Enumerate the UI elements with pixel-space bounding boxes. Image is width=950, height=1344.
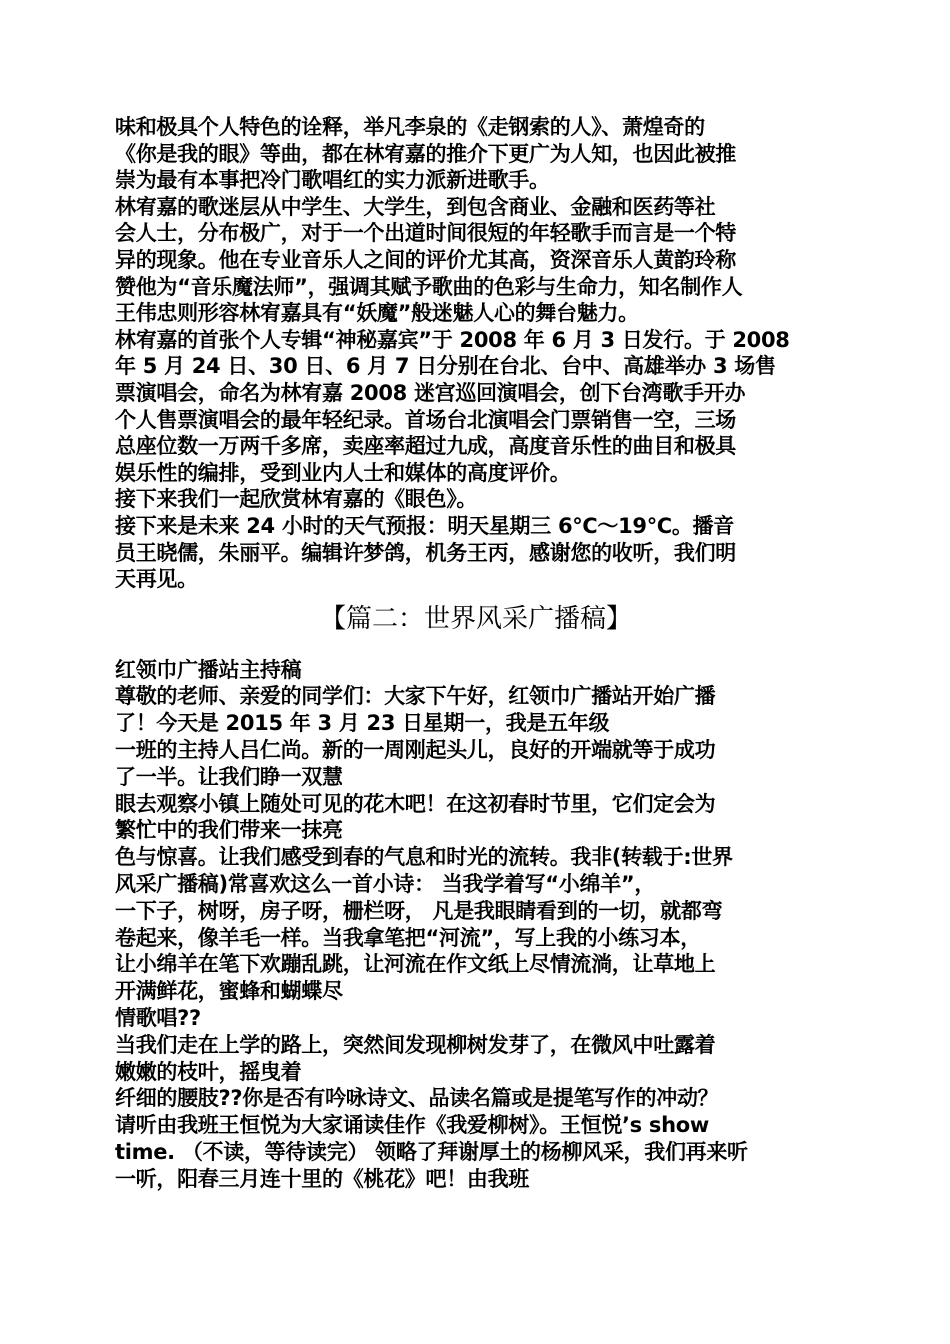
text-line: 当我们走在上学的路上，突然间发现柳树发芽了，在微风中吐露着 [115, 1032, 716, 1057]
section-two [115, 657, 837, 1193]
text-line: 王伟忠则形容林宥嘉具有“妖魔”般迷魅人心的舞台魅力。 [115, 301, 639, 326]
text-line: time. （不读，等待读完） 领略了拜谢厚土的杨柳风采，我们再来听 [115, 1140, 748, 1165]
text-line: 了！今天是 2015 年 3 月 23 日星期一，我是五年级 [115, 711, 610, 736]
text-line: 崇为最有本事把冷门歌唱红的实力派新进歌手。 [115, 168, 550, 193]
text-line: 让小绵羊在笔下欢蹦乱跳，让河流在作文纸上尽情流淌，让草地上 [115, 952, 716, 977]
text-line: 总座位数一万两千多席，卖座率超过九成，高度音乐性的曲目和极具 [115, 434, 736, 459]
text-line: 开满鲜花，蜜蜂和蝴蝶尽 [115, 979, 343, 1004]
text-line: 尊敬的老师、亲爱的同学们：大家下午好，红领巾广播站开始广播 [115, 684, 716, 709]
text-line: 卷起来，像羊毛一样。当我拿笔把“河流”，写上我的小练习本， [115, 925, 701, 950]
text-line: 赞他为“音乐魔法师”，强调其赋予歌曲的色彩与生命力，知名制作人 [115, 274, 743, 299]
text-line: 嫩嫩的枝叶，摇曳着 [115, 1059, 302, 1084]
text-line: 林宥嘉的首张个人专辑“神秘嘉宾”于 2008 年 6 月 3 日发行。于 2008 [115, 327, 790, 352]
text-line: 接下来我们一起欣赏林宥嘉的《眼色》。 [115, 487, 478, 512]
text-line: 票演唱会，命名为林宥嘉 2008 迷宫巡回演唱会，创下台湾歌手开办 [115, 380, 746, 405]
text-line: 味和极具个人特色的诠释，举凡李泉的《走钢索的人》、萧煌奇的 [115, 115, 705, 139]
text-line: 娱乐性的编排，受到业内人士和媒体的高度评价。 [115, 460, 571, 485]
text-line: 异的现象。他在专业音乐人之间的评价尤其高，资深音乐人黄韵玲称 [115, 247, 736, 272]
text-line: 一下子，树呀，房子呀，栅栏呀， 凡是我眼睛看到的一切，就都弯 [115, 898, 723, 923]
text-line: 一班的主持人吕仁尚。新的一周刚起头儿，良好的开端就等于成功 [115, 738, 716, 763]
text-line: 林宥嘉的歌迷层从中学生、大学生，到包含商业、金融和医药等社 [115, 194, 716, 219]
text-line: 年 5 月 24 日、30 日、6 月 7 日分别在台北、台中、高雄举办 3 场售 [115, 354, 776, 379]
text-line: 一听，阳春三月连十里的《桃花》吧！由我班 [115, 1166, 529, 1191]
text-line: 风采广播稿)常喜欢这么一首小诗： 当我学着写“小绵羊”， [115, 872, 656, 897]
text-line: 接下来是未来 24 小时的天气预报：明天星期三 6℃～19℃。播音 [115, 513, 734, 538]
text-line: 眼去观察小镇上随处可见的花木吧！在这初春时节里，它们定会为 [115, 791, 716, 816]
text-line: 会人士，分布极广，对于一个出道时间很短的年轻歌手而言是一个特 [115, 221, 736, 246]
text-line: 了一半。让我们睁一双慧 [115, 764, 343, 789]
text-line: 红领巾广播站主持稿 [115, 657, 302, 682]
text-line: 繁忙中的我们带来一抹亮 [115, 818, 343, 843]
text-line: 员王晓儒，朱丽平。编辑许梦鸽，机务王丙，感谢您的收听，我们明 [115, 540, 736, 565]
text-line: 天再见。 [115, 567, 198, 592]
document-body [115, 114, 837, 1193]
section-heading: 【篇二：世界风采广播稿】 [319, 603, 632, 634]
section-one [115, 114, 837, 593]
text-line: 色与惊喜。让我们感受到春的气息和时光的流转。我非(转载于:世界 [115, 845, 733, 870]
text-line: 个人售票演唱会的最年轻纪录。首场台北演唱会门票销售一空，三场 [115, 407, 736, 432]
text-line: 请听由我班王恒悦为大家诵读佳作《我爱柳树》。王恒悦’s show [115, 1113, 709, 1138]
text-line: 《你是我的眼》等曲，都在林宥嘉的推介下更广为人知，也因此被推 [115, 141, 736, 166]
text-line: 纤细的腰肢??你是否有吟咏诗文、品读名篇或是提笔写作的冲动？ [115, 1086, 719, 1111]
text-line: 情歌唱?? [115, 1006, 201, 1031]
